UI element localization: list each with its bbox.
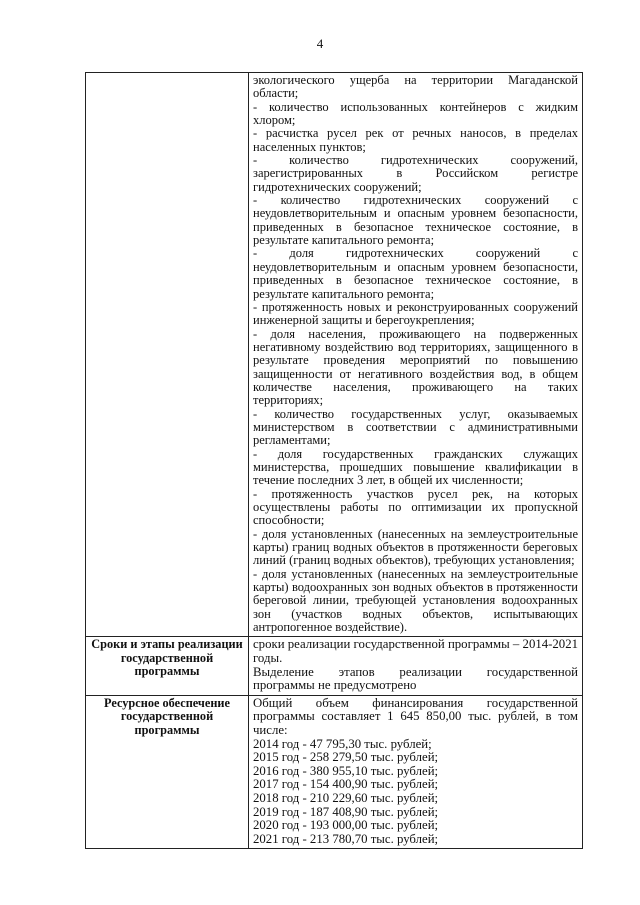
indicator-item: - доля населения, проживающего на подверженных негативному воздействию вод территориях, защищенного в результате проведения мероприятий по повышению защищенности от негативного воздействия вод, в общем количестве населения, проживающего на таких территориях; [253, 326, 578, 408]
funding-year: 2017 год - 154 400,90 тыс. рублей; [253, 777, 439, 792]
indicator-item: - протяженность новых и реконструированных сооружений инженерной защиты и берегоукрепления; [253, 299, 578, 328]
indicator-item: - протяженность участков русел рек, на которых осуществлены работы по оптимизации их пропускной способности; [253, 486, 578, 528]
funding-year: 2015 год - 258 279,50 тыс. рублей; [253, 750, 439, 765]
indicator-item: - доля установленных (нанесенных на землеустроительные карты) границ водных объектов в протяженности береговых линий (границ водных объектов), требующих установления; [253, 526, 578, 568]
page-number: 4 [316, 36, 324, 51]
funding-year: 2014 год - 47 795,30 тыс. рублей; [253, 736, 432, 751]
program-passport-table [85, 72, 583, 849]
funding-year: 2019 год - 187 408,90 тыс. рублей; [253, 804, 439, 819]
funding-total: Общий объем финансирования государственной программы составляет 1 645 850,00 тыс. рублей, в том числе: [253, 695, 578, 737]
table-row-funding [86, 695, 583, 849]
table-row-indicators [86, 73, 583, 637]
table-row-terms [86, 637, 583, 695]
indicator-item: - доля установленных (нанесенных на землеустроительные карты) водоохранных зон водных объектов в протяженности береговой линии, требующей установления водоохранных зон (участков водных объектов, испытывающих антропогенное воздействие). [253, 566, 578, 635]
funding-year: 2020 год - 193 000,00 тыс. рублей; [253, 818, 439, 833]
row-label-empty [86, 73, 249, 637]
indicator-item: - доля гидротехнических сооружений с неудовлетворительным и опасным уровнем безопасности, приведенных в безопасное техническое состояние, в результате капитального ремонта; [253, 246, 578, 301]
terms-text: сроки реализации государственной программы – 2014-2021 годы. [253, 637, 578, 666]
funding-cell [249, 695, 583, 849]
indicator-item: - количество гидротехнических сооружений с неудовлетворительным и опасным уровнем безопасности, приведенных в безопасное техническое состояние, в результате капитального ремонта; [253, 193, 578, 248]
indicator-item: - расчистка русел рек от речных наносов, в пределах населенных пунктов; [253, 126, 578, 154]
row-label-terms: Сроки и этапы реализации государственной программы [86, 637, 249, 695]
funding-year: 2021 год - 213 780,70 тыс. рублей; [253, 831, 439, 846]
row-label-funding: Ресурсное обеспечение государственной программы [86, 695, 249, 849]
indicator-item: - количество государственных услуг, оказываемых министерством в соответствии с административными регламентами; [253, 406, 578, 448]
indicator-item: экологического ущерба на территории Магаданской области; [253, 73, 578, 101]
stages-text: Выделение этапов реализации государственной программы не предусмотрено [253, 664, 578, 693]
indicator-item: - количество использованных контейнеров с жидким хлором; [253, 99, 578, 128]
funding-year: 2018 год - 210 229,60 тыс. рублей; [253, 790, 439, 805]
indicator-item: - количество гидротехнических сооружений, зарегистрированных в Российском регистре гидротехнических сооружений; [253, 153, 578, 194]
funding-year: 2016 год - 380 955,10 тыс. рублей; [253, 763, 439, 778]
indicator-item: - доля государственных гражданских служащих министерства, прошедших повышение квалификации в течение последних 3 лет, в общей их численности; [253, 446, 578, 488]
indicators-cell [249, 73, 583, 637]
terms-cell [249, 637, 583, 695]
